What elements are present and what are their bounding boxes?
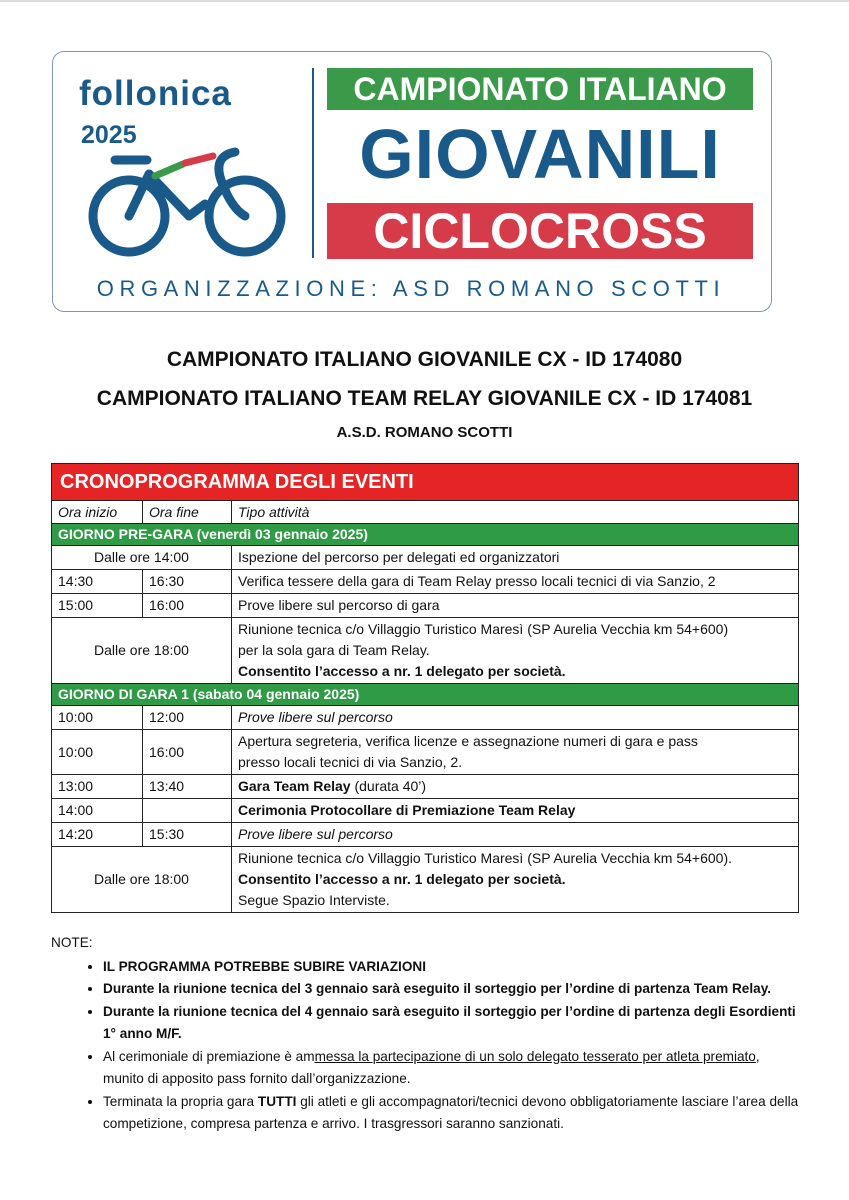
activity-line-bold: Consentito l’accesso a nr. 1 delegato per società. — [238, 871, 566, 887]
activity-cell — [232, 618, 799, 684]
heading-event-id-1: CAMPIONATO ITALIANO GIOVANILE CX - ID 174080 — [166, 348, 683, 371]
start-time-cell: 10:00 — [52, 730, 143, 775]
end-time-cell: 16:00 — [143, 730, 232, 775]
follonica-logo-text: follonica — [79, 74, 232, 113]
activity-cell — [232, 730, 799, 775]
activity-line: Segue Spazio Interviste. — [238, 892, 390, 908]
note-item: • Durante la riunione tecnica del 3 gennaio sarà eseguito il sorteggio per l’ordine di partenza Team Relay. — [103, 978, 803, 1001]
note-item — [103, 1046, 803, 1091]
table-row — [52, 775, 799, 799]
table-row — [52, 618, 799, 684]
note-item: • IL PROGRAMMA POTREBBE SUBIRE VARIAZIONI — [103, 956, 803, 979]
start-time-cell: 14:00 — [52, 799, 143, 823]
banner-giovanili: GIOVANILI — [359, 115, 721, 193]
activity-line: Apertura segreteria, verifica licenze e assegnazione numeri di gara e pass — [238, 733, 698, 749]
activity-cell — [232, 775, 799, 799]
event-banner — [52, 51, 772, 312]
banner-ciclocross: CICLOCROSS — [327, 203, 753, 259]
header-start-time: Ora inizio — [52, 501, 143, 524]
end-time-cell: 16:00 — [143, 594, 232, 618]
note-text: Al cerimoniale di premiazione è am — [103, 1048, 315, 1064]
table-row — [52, 799, 799, 823]
activity-cell: Prove libere sul percorso di gara — [232, 594, 799, 618]
note-text: Terminata la propria gara — [103, 1093, 258, 1109]
banner-divider — [312, 68, 314, 258]
activity-cell — [232, 847, 799, 913]
activity-cell: Prove libere sul percorso — [232, 823, 799, 847]
activity-line: per la sola gara di Team Relay. — [238, 642, 430, 658]
activity-line: Riunione tecnica c/o Villaggio Turistico Maresì (SP Aurelia Vecchia km 54+600) — [238, 621, 729, 637]
end-time-cell: 16:30 — [143, 570, 232, 594]
start-time-cell: 14:30 — [52, 570, 143, 594]
note-underlined-text: messa la partecipazione di un solo delegato tesserato per atleta premiato — [314, 1048, 756, 1064]
note-text: gli atleti e gli accompagnatori/tecnici devono obbligatoriamente lasciare l’area della competizione, compresa partenza e arrivo. I trasgressori saranno sanzionati. — [103, 1093, 799, 1131]
day-label: GIORNO DI GARA 1 (sabato 04 gennaio 2025) — [52, 684, 799, 706]
bicycle-logo-icon — [85, 146, 295, 262]
day-header-gara-1 — [52, 684, 799, 706]
activity-cell: Prove libere sul percorso — [232, 706, 799, 730]
notes-list — [51, 956, 803, 1136]
end-time-cell — [143, 799, 232, 823]
note-text: , munito di apposito pass fornito dall’organizzazione. — [103, 1048, 760, 1086]
header-end-time: Ora fine — [143, 501, 232, 524]
day-label: GIORNO PRE-GARA (venerdì 03 gennaio 2025) — [52, 524, 799, 546]
table-row — [52, 546, 799, 570]
end-time-cell: 13:40 — [143, 775, 232, 799]
note-item: • Durante la riunione tecnica del 4 gennaio sarà eseguito il sorteggio per l’ordine di partenza degli Esordienti 1° anno M/F. — [103, 1001, 803, 1046]
start-time-cell: 10:00 — [52, 706, 143, 730]
activity-line: Riunione tecnica c/o Villaggio Turistico Maresì (SP Aurelia Vecchia km 54+600). — [238, 850, 733, 866]
activity-cell: Verifica tessere della gara di Team Relay presso locali tecnici di via Sanzio, 2 — [232, 570, 799, 594]
end-time-cell: 12:00 — [143, 706, 232, 730]
banner-organizer: ORGANIZZAZIONE: ASD ROMANO SCOTTI — [96, 276, 726, 301]
table-row — [52, 594, 799, 618]
notes-label: NOTE: — [51, 935, 93, 950]
start-time-cell: 15:00 — [52, 594, 143, 618]
banner-campionato-italiano: CAMPIONATO ITALIANO — [327, 68, 753, 110]
time-cell: Dalle ore 18:00 — [52, 618, 232, 684]
activity-line-bold: Consentito l’accesso a nr. 1 delegato per società. — [238, 663, 566, 679]
table-row — [52, 730, 799, 775]
note-bold-text: TUTTI — [257, 1093, 297, 1109]
activity-bold-part: Gara Team Relay — [238, 778, 351, 794]
start-time-cell: 14:20 — [52, 823, 143, 847]
top-border-line — [0, 0, 849, 2]
notes-section — [51, 932, 803, 1136]
start-time-cell: 13:00 — [52, 775, 143, 799]
table-row — [52, 847, 799, 913]
time-cell: Dalle ore 18:00 — [52, 847, 232, 913]
heading-event-id-2: CAMPIONATO ITALIANO TEAM RELAY GIOVANILE CX - ID 174081 — [96, 387, 753, 410]
logo-year: 2025 — [81, 121, 137, 149]
table-title: CRONOPROGRAMMA DEGLI EVENTI — [52, 464, 799, 501]
schedule-table — [51, 463, 798, 913]
table-title-row — [52, 464, 799, 501]
activity-line: presso locali tecnici di via Sanzio, 2. — [238, 754, 463, 770]
table-row — [52, 706, 799, 730]
note-item — [103, 1091, 803, 1136]
table-header-row — [52, 501, 799, 524]
activity-cell: Ispezione del percorso per delegati ed organizzatori — [232, 546, 799, 570]
time-cell: Dalle ore 14:00 — [52, 546, 232, 570]
header-activity: Tipo attività — [232, 501, 799, 524]
table-row — [52, 823, 799, 847]
activity-rest-part: (durata 40’) — [350, 778, 427, 794]
end-time-cell: 15:30 — [143, 823, 232, 847]
table-row — [52, 570, 799, 594]
heading-organizer: A.S.D. ROMANO SCOTTI — [336, 424, 513, 441]
day-header-pre-gara — [52, 524, 799, 546]
activity-cell: Cerimonia Protocollare di Premiazione Team Relay — [232, 799, 799, 823]
